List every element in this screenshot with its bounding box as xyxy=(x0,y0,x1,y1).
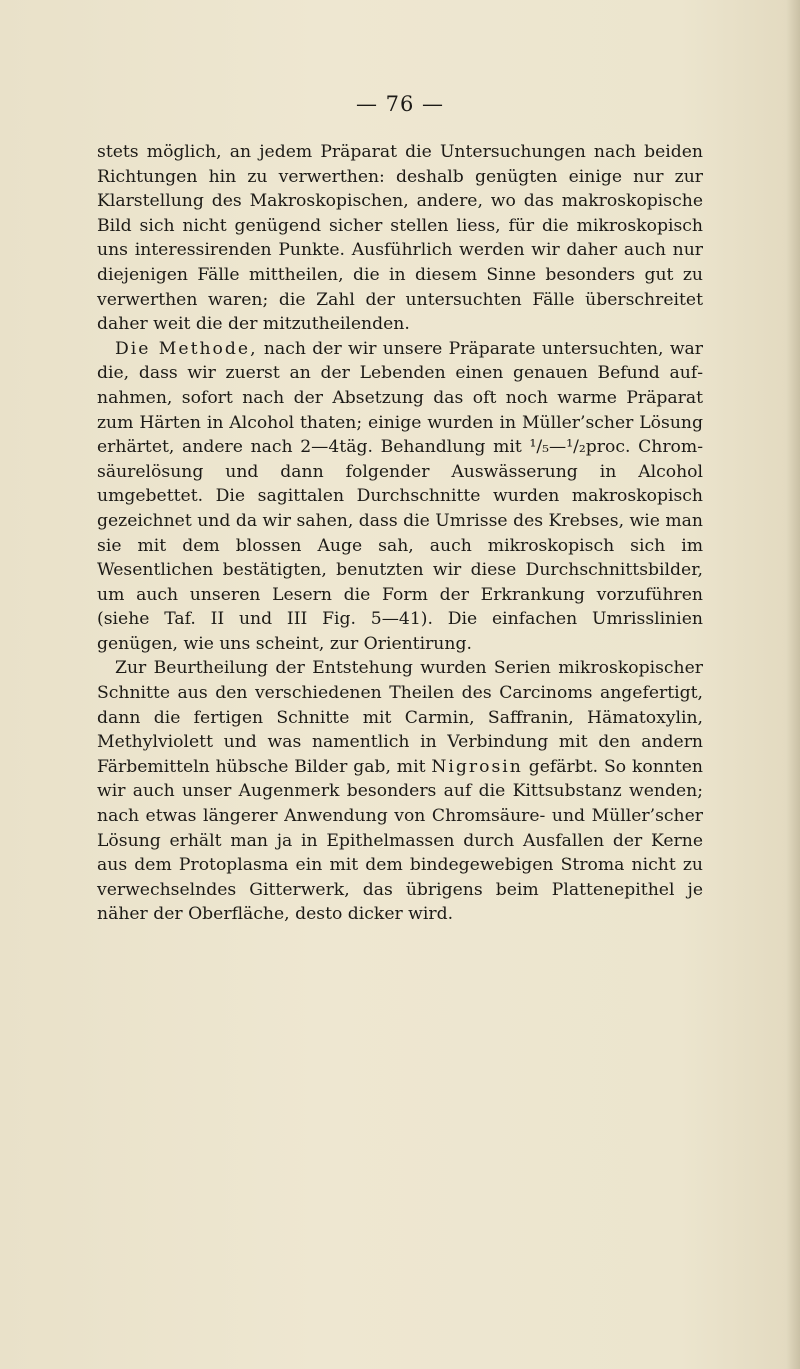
paragraph-1 xyxy=(97,140,703,337)
paragraph-3-before: Zur Beurtheilung der Entstehung wurden Serien mikroskopischer Schnitte aus den verschiedenen Theilen des Carcinoms angefertigt, dann die fertigen Schnitte mit Carmin, Saffranin, Hämatoxylin, Methylviolett und was namentlich in Verbindung mit den andern Färbemitteln hübsche Bilder gab, mit xyxy=(97,658,703,777)
page-edge-shadow xyxy=(786,0,800,1369)
paragraph-2-lead: Die Methode, xyxy=(115,338,258,359)
page-number: — 76 — xyxy=(355,92,445,116)
paragraph-2-text: nach der wir unsere Präparate untersuchten, war die, dass wir zuerst an der Lebenden einen genauen Befund aufnahmen, sofort nach der Absetzung das oft noch warme Präparat zum Härten in Alcohol thaten; einige wurden in Müller’scher Lösung erhärtet, andere nach 2—4täg. Behandlung mit ¹/₅—¹/₂proc. Chromsäurelösung und dann folgender Auswässerung in Alcohol umgebettet. Die sagittalen Durchschnitte wurden makroskopisch gezeichnet und da wir sahen, dass die Umrisse des Krebses, wie man sie mit dem blossen Auge sah, auch mikroskopisch sich im Wesentlichen bestätigten, benutzten wir diese Durchschnittsbilder, um auch unseren Lesern die Form der Erkrankung vorzuführen (siehe Taf. II und III Fig. 5—41). Die einfachen Umrisslinien genügen, wie uns scheint, zur Orientirung. xyxy=(97,338,703,654)
body-text xyxy=(97,140,703,927)
paragraph-2 xyxy=(97,337,703,657)
paragraph-3-after: gefärbt. So konnten wir auch unser Augenmerk besonders auf die Kittsubstanz wenden; nach etwas längerer Anwendung von Chromsäure- und Müller’scher Lösung erhält man ja in Epithelmassen durch Ausfallen der Kerne aus dem Protoplasma ein mit dem bindegewebigen Stroma nicht zu verwechselndes Gitterwerk, das übrigens beim Plattenepithel je näher der Oberfläche, desto dicker wird. xyxy=(97,756,703,925)
paragraph-3 xyxy=(97,656,703,927)
paragraph-1-text: stets möglich, an jedem Präparat die Untersuchungen nach beiden Richtungen hin zu verwerthen: deshalb genügten einige nur zur Klarstellung des Makroskopischen, andere, wo das makroskopische Bild sich nicht genügend sicher stellen liess, für die mikroskopisch uns interessirenden Punkte. Ausführlich werden wir daher auch nur diejenigen Fälle mittheilen, die in diesem Sinne besonders gut zu verwerthen waren; die Zahl der untersuchten Fälle überschreitet daher weit die der mitzutheilenden. xyxy=(97,142,703,335)
paragraph-3-emphasis: Nigrosin xyxy=(431,756,523,777)
